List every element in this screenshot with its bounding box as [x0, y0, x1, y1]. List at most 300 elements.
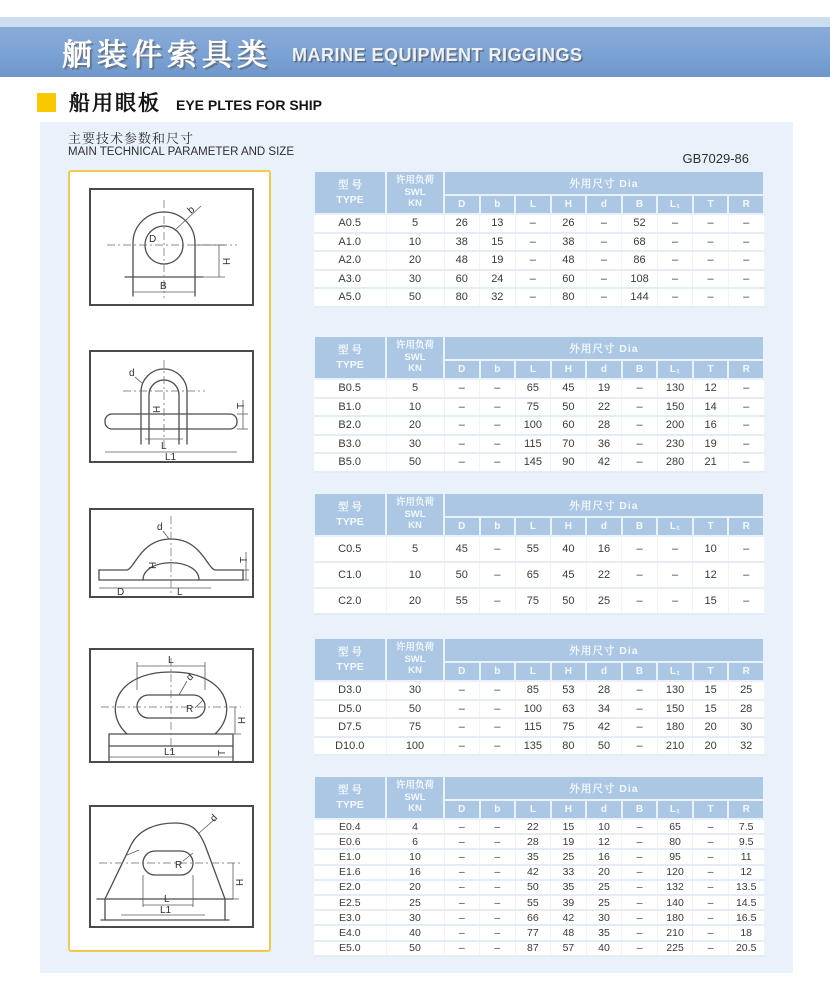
table-cell: –: [728, 251, 764, 270]
cell-type: B2.0: [314, 416, 386, 435]
table-cell: –: [622, 398, 658, 417]
table-cell: 22: [586, 398, 622, 417]
table-cell: 30: [386, 910, 444, 925]
table-cell: 16: [586, 849, 622, 864]
table-cell: 20: [386, 588, 444, 614]
table-cell: –: [515, 270, 551, 289]
table-cell: –: [480, 849, 516, 864]
content-panel: [40, 122, 793, 973]
table-cell: 48: [551, 925, 587, 940]
table-cell: –: [693, 910, 729, 925]
table-cell: –: [515, 251, 551, 270]
standard-code: GB7029-86: [682, 151, 749, 166]
table-cell: 28: [586, 681, 622, 700]
table-cell: 9.5: [728, 834, 764, 849]
table-cell: –: [693, 288, 729, 307]
figure-type-b-drawing: [89, 350, 254, 463]
table-cell: 55: [515, 536, 551, 562]
table-cell: 19: [480, 251, 516, 270]
column-header-dim: B: [622, 360, 658, 379]
table-cell: –: [444, 925, 480, 940]
table-cell: 16: [386, 865, 444, 880]
column-header-dim: H: [551, 800, 587, 819]
table-cell: –: [480, 435, 516, 454]
table-cell: 55: [444, 588, 480, 614]
table-cell: 100: [515, 700, 551, 719]
table-cell: 19: [551, 834, 587, 849]
table-cell: 60: [551, 270, 587, 289]
spec-table-e: [313, 775, 765, 957]
cell-type: E0.4: [314, 819, 386, 834]
table-cell: –: [728, 435, 764, 454]
table-cell: –: [728, 416, 764, 435]
column-header-dim: H: [551, 360, 587, 379]
table-cell: 65: [657, 819, 693, 834]
table-cell: –: [444, 737, 480, 756]
table-cell: –: [622, 737, 658, 756]
column-header-type: 型 号 TYPE: [314, 638, 386, 681]
column-header-dim: L: [515, 360, 551, 379]
column-header-dim: H: [551, 195, 587, 214]
header-row: [314, 171, 764, 195]
cell-type: A0.5: [314, 214, 386, 233]
table-cell: 10: [386, 849, 444, 864]
table-row: [314, 214, 764, 233]
table-cell: –: [693, 880, 729, 895]
table-cell: –: [657, 536, 693, 562]
table-cell: 28: [586, 416, 622, 435]
table-cell: 115: [515, 718, 551, 737]
column-header-dim: L₁: [657, 662, 693, 681]
table-cell: 33: [551, 865, 587, 880]
table-cell: –: [586, 214, 622, 233]
table-cell: 20: [386, 880, 444, 895]
column-header-dim: T: [693, 662, 729, 681]
table-cell: 75: [551, 718, 587, 737]
table-cell: –: [693, 233, 729, 252]
table-cell: –: [444, 834, 480, 849]
column-header-dim: b: [480, 195, 516, 214]
table-row: [314, 880, 764, 895]
table-cell: –: [728, 379, 764, 398]
figure-type-d-drawing: [89, 648, 254, 763]
cell-type: B1.0: [314, 398, 386, 417]
table-cell: –: [693, 941, 729, 956]
table-cell: –: [728, 398, 764, 417]
table-cell: –: [728, 588, 764, 614]
table-cell: 14.5: [728, 895, 764, 910]
figure-type-c-drawing: [89, 508, 254, 598]
dim-label: D: [117, 587, 125, 596]
column-header-dim: H: [551, 517, 587, 536]
column-header-swl: 许用负荷 SWL KN: [386, 638, 444, 681]
table-row: [314, 941, 764, 956]
table-cell: –: [622, 416, 658, 435]
table-cell: 25: [586, 895, 622, 910]
table-cell: 108: [622, 270, 658, 289]
table-cell: 13: [480, 214, 516, 233]
cell-type: E3.0: [314, 910, 386, 925]
table-row: [314, 895, 764, 910]
table-cell: –: [728, 214, 764, 233]
table-cell: –: [622, 536, 658, 562]
table-cell: 57: [551, 941, 587, 956]
table-cell: –: [622, 681, 658, 700]
dim-label: B: [160, 281, 167, 292]
dim-label: T: [217, 749, 228, 756]
table-cell: 24: [480, 270, 516, 289]
column-header-dim: d: [586, 360, 622, 379]
table-cell: –: [444, 398, 480, 417]
table-cell: –: [622, 588, 658, 614]
table-cell: 50: [551, 588, 587, 614]
table-cell: 40: [551, 536, 587, 562]
table-cell: 32: [728, 737, 764, 756]
figures-box: [68, 170, 271, 952]
cell-type: E4.0: [314, 925, 386, 940]
column-header-dim: L: [515, 800, 551, 819]
table-cell: 225: [657, 941, 693, 956]
dim-label: T: [239, 556, 250, 563]
cell-type: A2.0: [314, 251, 386, 270]
table-cell: –: [444, 379, 480, 398]
table-cell: –: [480, 398, 516, 417]
table-cell: 15: [693, 700, 729, 719]
table-cell: 132: [657, 880, 693, 895]
cell-type: E1.0: [314, 849, 386, 864]
table-cell: –: [444, 941, 480, 956]
column-header-swl: 许用负荷 SWL KN: [386, 171, 444, 214]
column-header-dim: D: [444, 360, 480, 379]
dim-label: H: [222, 257, 233, 265]
section-heading: [37, 87, 322, 117]
dim-label: L: [164, 894, 170, 905]
table-cell: –: [480, 718, 516, 737]
header-row: [314, 336, 764, 360]
table-cell: –: [693, 834, 729, 849]
panel-subtitle-zh: 主要技术参数和尺寸: [68, 131, 195, 146]
table-cell: 75: [386, 718, 444, 737]
table-cell: –: [657, 214, 693, 233]
table-cell: –: [586, 251, 622, 270]
cell-type: B0.5: [314, 379, 386, 398]
table-cell: 180: [657, 910, 693, 925]
column-header-dim: L: [515, 517, 551, 536]
table-row: [314, 270, 764, 289]
table-cell: –: [444, 700, 480, 719]
column-header-dimensions: 外用尺寸 Dia: [444, 776, 764, 800]
table-cell: –: [480, 453, 516, 472]
dim-label: H: [235, 878, 246, 886]
column-header-dim: b: [480, 517, 516, 536]
table-cell: 19: [693, 435, 729, 454]
column-header-dim: d: [586, 517, 622, 536]
table-row: [314, 251, 764, 270]
table-cell: 95: [657, 849, 693, 864]
table-cell: –: [480, 416, 516, 435]
cell-type: C1.0: [314, 562, 386, 588]
table-cell: 35: [515, 849, 551, 864]
table-cell: –: [444, 681, 480, 700]
table-cell: 50: [386, 700, 444, 719]
table-cell: 28: [515, 834, 551, 849]
table-cell: –: [515, 214, 551, 233]
column-header-swl: 许用负荷 SWL KN: [386, 493, 444, 536]
column-header-swl: 许用负荷 SWL KN: [386, 776, 444, 819]
table-cell: 65: [515, 379, 551, 398]
table-cell: 25: [586, 880, 622, 895]
table-cell: 26: [551, 214, 587, 233]
table-cell: 26: [444, 214, 480, 233]
table-cell: 38: [444, 233, 480, 252]
table-row: [314, 416, 764, 435]
dim-label: L: [177, 587, 183, 596]
table-cell: 5: [386, 536, 444, 562]
table-cell: –: [480, 536, 516, 562]
table-cell: –: [480, 700, 516, 719]
cell-type: E1.6: [314, 865, 386, 880]
column-header-dim: B: [622, 800, 658, 819]
table-row: [314, 435, 764, 454]
table-row: [314, 834, 764, 849]
table-cell: –: [728, 562, 764, 588]
table-cell: 200: [657, 416, 693, 435]
table-cell: 53: [551, 681, 587, 700]
table-cell: 22: [586, 562, 622, 588]
column-header-dim: R: [728, 662, 764, 681]
column-header-dim: H: [551, 662, 587, 681]
cell-type: A5.0: [314, 288, 386, 307]
table-cell: 60: [551, 416, 587, 435]
table-cell: 45: [444, 536, 480, 562]
table-cell: –: [728, 536, 764, 562]
table-cell: –: [622, 834, 658, 849]
panel-subtitle-en: MAIN TECHNICAL PARAMETER AND SIZE: [68, 146, 294, 158]
cell-type: E2.5: [314, 895, 386, 910]
cell-type: C0.5: [314, 536, 386, 562]
table-cell: –: [586, 270, 622, 289]
column-header-dim: L: [515, 662, 551, 681]
table-cell: 35: [551, 880, 587, 895]
cell-type: A3.0: [314, 270, 386, 289]
table-cell: 12: [728, 865, 764, 880]
column-header-dim: D: [444, 517, 480, 536]
table-cell: 50: [386, 941, 444, 956]
table-cell: –: [693, 925, 729, 940]
table-cell: –: [728, 288, 764, 307]
table-cell: 50: [551, 398, 587, 417]
dim-label: L: [168, 655, 174, 666]
column-header-dim: d: [586, 195, 622, 214]
column-header-dim: T: [693, 360, 729, 379]
table-cell: 86: [622, 251, 658, 270]
table-cell: –: [693, 895, 729, 910]
table-cell: 145: [515, 453, 551, 472]
section-title-en: EYE PLTES FOR SHIP: [176, 96, 322, 113]
cell-type: D7.5: [314, 718, 386, 737]
table-cell: 15: [693, 681, 729, 700]
table-cell: 6: [386, 834, 444, 849]
column-header-type: 型 号 TYPE: [314, 776, 386, 819]
table-cell: 14: [693, 398, 729, 417]
table-cell: 16.5: [728, 910, 764, 925]
table-cell: –: [515, 288, 551, 307]
dim-label: d: [208, 812, 221, 825]
cell-type: B3.0: [314, 435, 386, 454]
column-header-type: 型 号 TYPE: [314, 171, 386, 214]
table-cell: 11: [728, 849, 764, 864]
cell-type: E5.0: [314, 941, 386, 956]
dim-label: D: [149, 234, 157, 245]
table-cell: –: [480, 910, 516, 925]
table-cell: 52: [622, 214, 658, 233]
table-cell: 115: [515, 435, 551, 454]
table-cell: –: [444, 453, 480, 472]
dim-label: L: [161, 441, 167, 452]
table-cell: –: [622, 880, 658, 895]
table-cell: 140: [657, 895, 693, 910]
table-row: [314, 588, 764, 614]
banner-top-strip: [0, 17, 830, 27]
table-cell: 130: [657, 379, 693, 398]
table-cell: –: [622, 849, 658, 864]
table-cell: 42: [586, 718, 622, 737]
column-header-dimensions: 外用尺寸 Dia: [444, 336, 764, 360]
table-cell: –: [480, 880, 516, 895]
table-row: [314, 536, 764, 562]
table-cell: 15: [551, 819, 587, 834]
column-header-type: 型 号 TYPE: [314, 336, 386, 379]
table-cell: 30: [586, 910, 622, 925]
table-cell: 50: [444, 562, 480, 588]
table-cell: 50: [515, 880, 551, 895]
column-header-dim: D: [444, 800, 480, 819]
table-cell: 25: [551, 849, 587, 864]
column-header-dim: L₁: [657, 517, 693, 536]
table-row: [314, 865, 764, 880]
dim-label: d: [184, 671, 197, 684]
table-cell: 15: [693, 588, 729, 614]
table-cell: 130: [657, 681, 693, 700]
header-row: [314, 493, 764, 517]
dim-label: L1: [160, 905, 172, 916]
dim-label: H: [148, 561, 159, 569]
table-cell: –: [622, 941, 658, 956]
table-cell: 25: [586, 588, 622, 614]
table-cell: 15: [480, 233, 516, 252]
table-cell: 20: [693, 737, 729, 756]
table-cell: –: [444, 880, 480, 895]
table-cell: –: [622, 435, 658, 454]
table-cell: 75: [515, 398, 551, 417]
table-cell: 40: [586, 941, 622, 956]
table-cell: 42: [515, 865, 551, 880]
table-cell: –: [622, 910, 658, 925]
table-cell: 32: [480, 288, 516, 307]
table-row: [314, 925, 764, 940]
column-header-dim: B: [622, 517, 658, 536]
table-row: [314, 681, 764, 700]
table-cell: 210: [657, 737, 693, 756]
column-header-dim: D: [444, 662, 480, 681]
table-row: [314, 453, 764, 472]
table-cell: –: [586, 233, 622, 252]
column-header-dim: b: [480, 800, 516, 819]
table-cell: 85: [515, 681, 551, 700]
table-cell: 63: [551, 700, 587, 719]
dim-label: H: [237, 716, 248, 724]
column-header-swl: 许用负荷 SWL KN: [386, 336, 444, 379]
table-cell: 42: [586, 453, 622, 472]
table-cell: 12: [586, 834, 622, 849]
table-cell: 20: [386, 416, 444, 435]
table-cell: 55: [515, 895, 551, 910]
table-cell: 36: [586, 435, 622, 454]
banner-title-en: MARINE EQUIPMENT RIGGINGS: [292, 45, 583, 65]
table-cell: 180: [657, 718, 693, 737]
table-cell: 16: [586, 536, 622, 562]
table-cell: 90: [551, 453, 587, 472]
column-header-dim: R: [728, 360, 764, 379]
table-cell: 50: [386, 453, 444, 472]
table-row: [314, 718, 764, 737]
table-cell: 50: [386, 288, 444, 307]
table-cell: –: [693, 270, 729, 289]
table-cell: –: [480, 819, 516, 834]
table-cell: 80: [444, 288, 480, 307]
table-cell: –: [480, 834, 516, 849]
table-cell: 45: [551, 562, 587, 588]
table-cell: –: [622, 925, 658, 940]
column-header-dim: T: [693, 800, 729, 819]
table-cell: –: [693, 849, 729, 864]
table-cell: –: [728, 233, 764, 252]
table-cell: 135: [515, 737, 551, 756]
table-cell: –: [444, 910, 480, 925]
table-cell: 30: [386, 681, 444, 700]
header-row: [314, 776, 764, 800]
dim-label: d: [157, 522, 163, 533]
table-row: [314, 562, 764, 588]
cell-type: E2.0: [314, 880, 386, 895]
dim-label: b: [185, 204, 198, 217]
table-cell: 5: [386, 379, 444, 398]
table-cell: –: [622, 865, 658, 880]
figure-type-a-drawing: [89, 188, 254, 306]
column-header-dim: L₁: [657, 360, 693, 379]
table-cell: 100: [515, 416, 551, 435]
table-cell: –: [657, 562, 693, 588]
column-header-dim: b: [480, 662, 516, 681]
column-header-dim: B: [622, 662, 658, 681]
table-cell: 70: [551, 435, 587, 454]
table-cell: 20: [586, 865, 622, 880]
table-cell: 39: [551, 895, 587, 910]
table-cell: 35: [586, 925, 622, 940]
cell-type: A1.0: [314, 233, 386, 252]
table-row: [314, 398, 764, 417]
spec-table-c: [313, 492, 765, 615]
table-cell: 21: [693, 453, 729, 472]
table-cell: 10: [586, 819, 622, 834]
column-header-type: 型 号 TYPE: [314, 493, 386, 536]
cell-type: B5.0: [314, 453, 386, 472]
table-cell: 80: [551, 737, 587, 756]
table-cell: 28: [728, 700, 764, 719]
table-cell: –: [480, 925, 516, 940]
column-header-dimensions: 外用尺寸 Dia: [444, 493, 764, 517]
table-cell: 120: [657, 865, 693, 880]
